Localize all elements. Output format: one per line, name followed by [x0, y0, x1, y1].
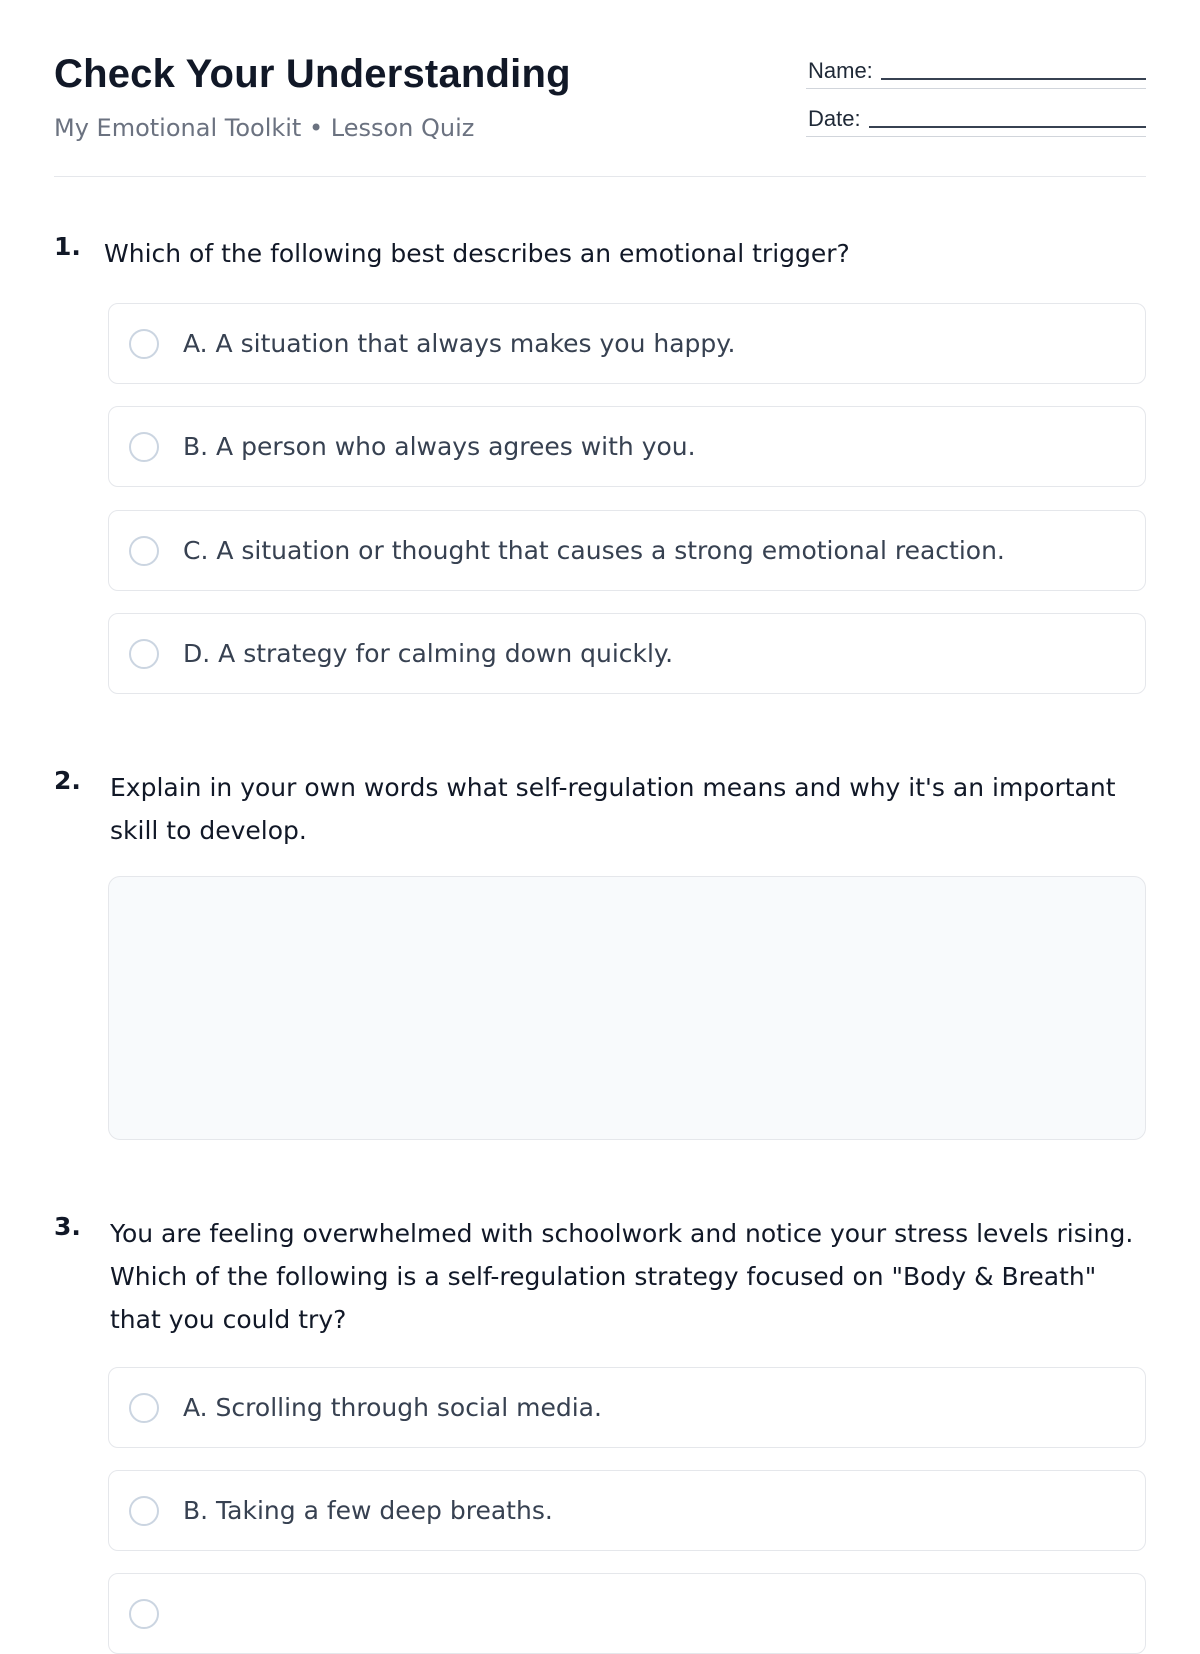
- question-1-option-a[interactable]: [108, 303, 1146, 384]
- question-1-option-d[interactable]: [108, 613, 1146, 694]
- radio-circle-icon[interactable]: [129, 329, 159, 359]
- question-header: [54, 1212, 1146, 1341]
- question-header: [54, 766, 1146, 852]
- radio-circle-icon[interactable]: [129, 1496, 159, 1526]
- radio-circle-icon[interactable]: [129, 432, 159, 462]
- page-title: Check Your Understanding: [54, 52, 571, 96]
- option-text: A. Scrolling through social media.: [183, 1393, 602, 1422]
- question-1-option-c[interactable]: [108, 510, 1146, 591]
- question-1: [54, 232, 1146, 275]
- question-header: [54, 232, 1146, 275]
- option-text: C. A situation or thought that causes a strong emotional reaction.: [183, 536, 1005, 565]
- question-1-option-b[interactable]: [108, 406, 1146, 487]
- question-number: 2.: [54, 766, 81, 795]
- question-number: 3.: [54, 1212, 81, 1241]
- option-text: A. A situation that always makes you happy.: [183, 329, 736, 358]
- radio-circle-icon[interactable]: [129, 1599, 159, 1629]
- question-text: You are feeling overwhelmed with schoolwork and notice your stress levels rising. Which of the following is a self-regulation strategy focused on "Body & Breath" that you could try?: [110, 1219, 1134, 1334]
- question-text: Explain in your own words what self-regulation means and why it's an important skill to develop.: [110, 773, 1116, 845]
- quiz-page: [54, 0, 1146, 1525]
- radio-circle-icon[interactable]: [129, 536, 159, 566]
- page-subtitle: My Emotional Toolkit • Lesson Quiz: [54, 114, 475, 142]
- answer-textarea[interactable]: [108, 876, 1146, 1140]
- option-text: B. Taking a few deep breaths.: [183, 1496, 553, 1525]
- date-line[interactable]: [869, 126, 1146, 128]
- option-text: D. A strategy for calming down quickly.: [183, 639, 674, 668]
- question-3-option-c[interactable]: [108, 1573, 1146, 1654]
- name-field[interactable]: [806, 54, 1146, 89]
- radio-circle-icon[interactable]: [129, 1393, 159, 1423]
- question-text: Which of the following best describes an emotional trigger?: [104, 239, 850, 268]
- name-line[interactable]: [881, 78, 1146, 80]
- date-label: Date:: [808, 106, 861, 131]
- question-3-option-a[interactable]: [108, 1367, 1146, 1448]
- question-number: 1.: [54, 232, 81, 261]
- radio-circle-icon[interactable]: [129, 639, 159, 669]
- question-2: [54, 766, 1146, 852]
- option-text: B. A person who always agrees with you.: [183, 432, 696, 461]
- name-label: Name:: [808, 58, 873, 83]
- question-3: [54, 1212, 1146, 1341]
- date-field[interactable]: [806, 102, 1146, 137]
- quiz-header: [54, 0, 1146, 177]
- question-3-option-b[interactable]: [108, 1470, 1146, 1551]
